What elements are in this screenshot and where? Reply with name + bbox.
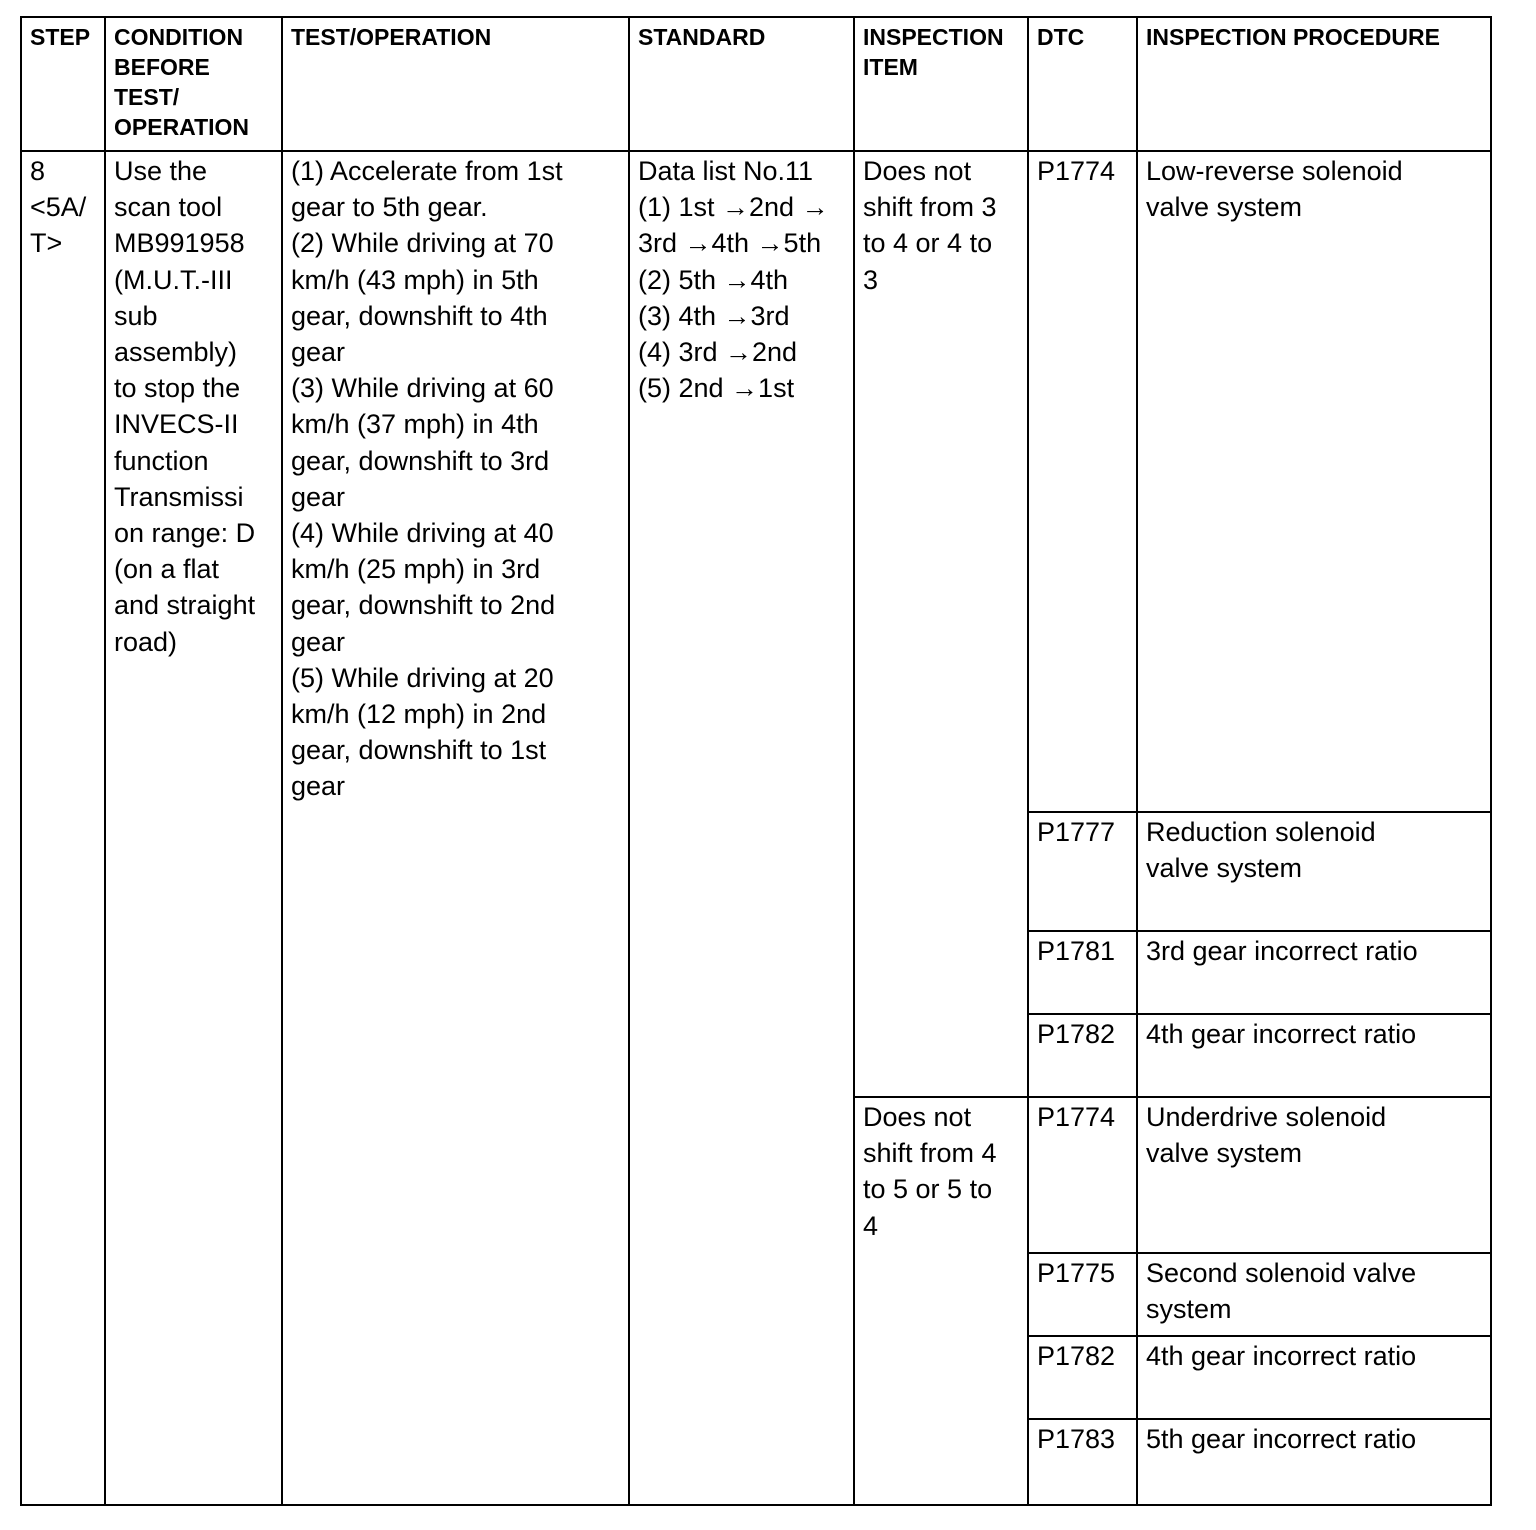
header-standard: STANDARD (629, 17, 854, 151)
procedure-cell: Second solenoid valve system (1137, 1253, 1491, 1336)
header-test-operation: TEST/OPERATION (282, 17, 629, 151)
dtc-cell: P1774 (1028, 1097, 1137, 1253)
procedure-cell: Reduction solenoid valve system (1137, 812, 1491, 931)
standard-cell: Data list No.11 (1) 1st →2nd → 3rd →4th →5th (2) 5th →4th (3) 4th →3rd (4) 3rd →2nd (5) 2nd →1st (629, 151, 854, 1505)
inspection-item-cell: Does not shift from 3 to 4 or 4 to 3 (854, 151, 1028, 1097)
procedure-cell: 5th gear incorrect ratio (1137, 1419, 1491, 1505)
procedure-cell: Low-reverse solenoid valve system (1137, 151, 1491, 812)
dtc-cell: P1777 (1028, 812, 1137, 931)
header-inspection-procedure: INSPECTION PROCEDURE (1137, 17, 1491, 151)
header-dtc: DTC (1028, 17, 1137, 151)
table-row (21, 151, 1491, 812)
dtc-cell: P1782 (1028, 1014, 1137, 1097)
dtc-cell: P1782 (1028, 1336, 1137, 1419)
dtc-cell: P1775 (1028, 1253, 1137, 1336)
inspection-item-cell: Does not shift from 4 to 5 or 5 to 4 (854, 1097, 1028, 1505)
header-inspection-item: INSPECTION ITEM (854, 17, 1028, 151)
procedure-cell: 4th gear incorrect ratio (1137, 1014, 1491, 1097)
dtc-cell: P1774 (1028, 151, 1137, 812)
procedure-cell: 4th gear incorrect ratio (1137, 1336, 1491, 1419)
test-operation-cell: (1) Accelerate from 1st gear to 5th gear. (2) While driving at 70 km/h (43 mph) in 5th gear, downshift to 4th gear (3) While driving at 60 km/h (37 mph) in 4th gear, downshift to 3rd gear (4) While driving at 40 km/h (25 mph) in 3rd gear, downshift to 2nd gear (5) While driving at 20 km/h (12 mph) in 2nd gear, downshift to 1st gear (282, 151, 629, 1505)
header-step: STEP (21, 17, 105, 151)
procedure-cell: 3rd gear incorrect ratio (1137, 931, 1491, 1014)
step-cell: 8 <5A/ T> (21, 151, 105, 1505)
dtc-cell: P1783 (1028, 1419, 1137, 1505)
header-row (21, 17, 1491, 151)
condition-cell: Use the scan tool MB991958 (M.U.T.-III sub assembly) to stop the INVECS-II function Transmissi on range: D (on a flat and straight road) (105, 151, 282, 1505)
dtc-cell: P1781 (1028, 931, 1137, 1014)
inspection-table (20, 16, 1492, 1506)
header-condition: CONDITION BEFORE TEST/ OPERATION (105, 17, 282, 151)
procedure-cell: Underdrive solenoid valve system (1137, 1097, 1491, 1253)
